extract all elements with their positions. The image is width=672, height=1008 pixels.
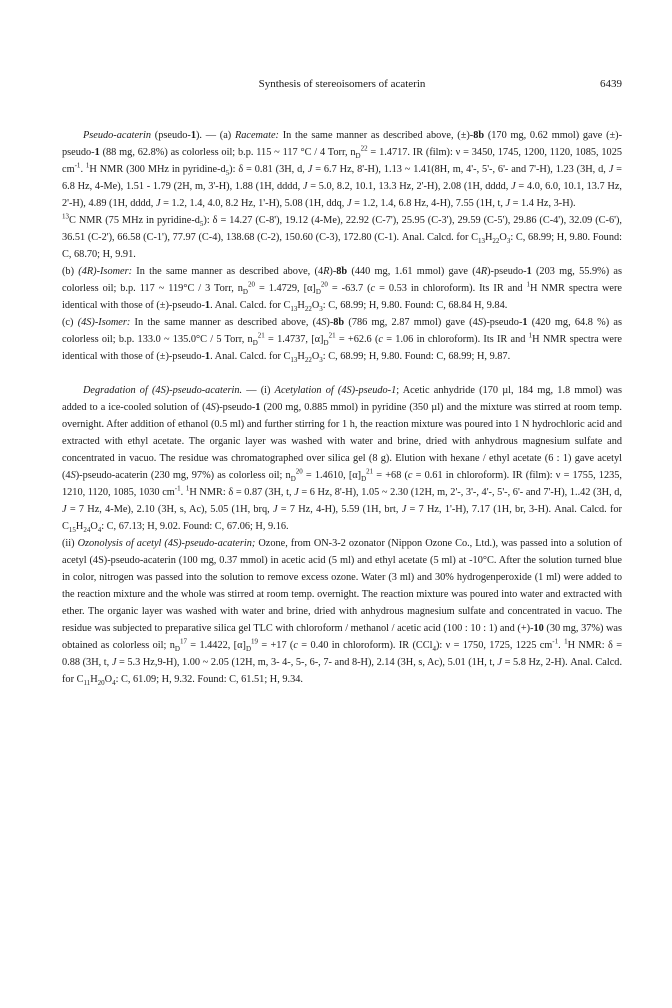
- paragraph-pseudo-acaterin-racemate: Pseudo-acaterin (pseudo-1). — (a) Racemate: In the same manner as described above, (±)-8b (170 mg, 0.62 mmol) gave (±)-pseudo-1 (88 mg, 62.8%) as colorless oil; b.p. 115 ~ 117 °C / 4 Torr, $n_D^{22} = 1.4717$. IR (film): ν = 3450, 1745, 1200, 1120, 1085, 1025 $cm^{-1}$. $^1$H NMR (300 MHz in pyridine-$d_5$): δ = 0.81 (3H, d, J = 6.7 Hz, 8'-H), 1.13 ~ 1.41(8H, m, 4'-, 5'-, 6'- and 7'-H), 1.23 (3H, d, J = 6.8 Hz, 4-Me), 1.51 - 1.79 (2H, m, 3'-H), 1.88 (1H, dddd, J = 5.0, 8.2, 10.1, 13.3 Hz, 2'-H), 2.08 (1H, dddd, J = 4.0, 6.0, 10.1, 13.7 Hz, 2'-H), 4.89 (1H, dddd, J = 1.2, 1.4, 4.0, 8.2 Hz, 1'-H), 5.08 (1H, ddq, J = 1.2, 1.4, 6.8 Hz, 4-H), 7.55 (1H, t, J = 1.4 Hz, 3-H).: [62, 130, 623, 209]
- paragraph-ozonolysis: (ii) Ozonolysis of acetyl (4S)-pseudo-acaterin; Ozone, from ON-3-2 ozonator (Nippon Ozone Co., Ltd.), was passed into a solution of acetyl (4S)-pseudo-acaterin (100 mg, 0.37 mmol) in acetic acid (5 ml) and ethyl acetate (5 ml) at -10°C. After the solution turned blue in color, nitrogen was passed into the solution to remove excess ozone. Water (3 ml) and 30% hydrogenperoxide (1 ml) were added to the reaction mixture and the whole was stirred at room temp. overnight. The reaction mixture was poured into water and extracted with ether. The organic layer was washed with water and brine, dried with anhydrous magnesium sulfate and concentrated in vacuo. The residue was subjected to preparative silica gel TLC with chloroform / methanol / acetic acid (100 : 10 : 1) and (+)-10 (30 mg, 37%) was obtained as colorless oil; $n_D^{17} = 1.4422$, $[\alpha]_D^{19} = +17$ (c = 0.40 in chloroform). IR (CCl$_4$): ν = 1750, 1725, 1225 $cm^{-1}$. $^1$H NMR: δ = 0.88 (3H, t, J = 5.3 Hz,9-H), 1.00 ~ 2.05 (12H, m, 3- 4-, 5-, 6-, 7- and 8-H), 2.14 (3H, s, Ac), 5.01 (1H, t, J = 5.8 Hz, 2-H). Anal. Calcd. for $C_{11}H_{20}O_4$: C, 61.09; H, 9.32. Found: C, 61.51; H, 9.34.: [62, 538, 623, 688]
- article-body: [62, 127, 622, 688]
- paragraph-4r-isomer: (b) (4R)-Isomer: In the same manner as described above, (4R)-8b (440 mg, 1.61 mmol) gave (4R)-pseudo-1 (203 mg, 55.9%) as colorless oil; b.p. 117 ~ 119°C / 3 Torr, $n_D^{20} = 1.4729$, $[\alpha]_D^{20} = -63.7$ (c = 0.53 in chloroform). Its IR and $^1$H NMR spectra were identical with those of (±)-pseudo-1. Anal. Calcd. for $C_{13}H_{22}O_3$: C, 68.99; H, 9.80. Found: C, 68.84 H, 9.84.: [62, 266, 622, 314]
- page-number: 6439: [600, 78, 622, 90]
- paragraph-degradation-acetylation: Degradation of (4S)-pseudo-acaterin. — (i) Acetylation of (4S)-pseudo-1; Acetic anhydride (170 µl, 184 mg, 1.8 mmol) was added to a ice-cooled solution of (4S)-pseudo-1 (200 mg, 0.885 mmol) in pyridine (350 µl) and the mixture was stirred at room temp. overnight. After addition of ethanol (0.5 ml) and further stirring for 1 h, the reaction mixture was poured into 1 N hydrochloric acid and extracted with ethyl acetate. The organic layer was washed with water and brine, dried with anhydrous magnesium sulfate and concentrated in vacuo. The residue was chromatographed over silica gel (8 g). Elution with hexane / ethyl acetate (6 : 1) gave acetyl (4S)-pseudo-acaterin (230 mg, 97%) as colorless oil; $n_D^{20} = 1.4610$, $[\alpha]_D^{21} = +68$ (c = 0.61 in chloroform). IR (film): ν = 1755, 1235, 1210, 1120, 1085, 1030 $cm^{-1}$. $^1$H NMR: δ = 0.87 (3H, t, J = 6 Hz, 8'-H), 1.05 ~ 2.30 (12H, m, 2'-, 3'-, 4'-, 5'-, 6'- and 7'-H), 1..42 (3H, d, J = 7 Hz, 4-Me), 2.10 (3H, s, Ac), 5.05 (1H, brq, J = 7 Hz, 4-H), 5.59 (1H, brt, J = 7 Hz, 1'-H), 7.17 (1H, br, 3-H). Anal. Calcd. for $C_{15}H_{24}O_4$: C, 67.13; H, 9.02. Found: C, 67.06; H, 9.16.: [62, 385, 623, 535]
- page-header: [62, 78, 622, 94]
- running-title: Synthesis of stereoisomers of acaterin: [258, 78, 426, 90]
- paragraph-13c-nmr: $^{13}$C NMR (75 MHz in pyridine-$d_5$): δ = 14.27 (C-8'), 19.12 (4-Me), 22.92 (C-7'), 25.95 (C-3'), 29.59 (C-5'), 29.86 (C-4'), 32.09 (C-6'), 36.51 (C-2'), 66.58 (C-1'), 77.97 (C-4), 138.68 (C-2), 150.60 (C-3), 172.80 (C-1). Anal. Calcd. for $C_{13}H_{22}O_3$: C, 68.99; H, 9.80. Found: C, 68.70; H, 9.91.: [62, 212, 622, 260]
- paragraph-4s-isomer: (c) (4S)-Isomer: In the same manner as described above, (4S)-8b (786 mg, 2.87 mmol) gave (4S)-pseudo-1 (420 mg, 64.8 %) as colorless oil; b.p. 133.0 ~ 135.0°C / 5 Torr, $n_D^{21} = 1.4737$, $[\alpha]_D^{21} = +62.6$ (c = 1.06 in chloroform). Its IR and $^1$H NMR spectra were identical with those of (±)-pseudo-1. Anal. Calcd. for $C_{13}H_{22}O_3$: C, 68.99; H, 9.80. Found: C, 68.99; H, 9.87.: [62, 317, 623, 365]
- section-spacer: [62, 365, 622, 382]
